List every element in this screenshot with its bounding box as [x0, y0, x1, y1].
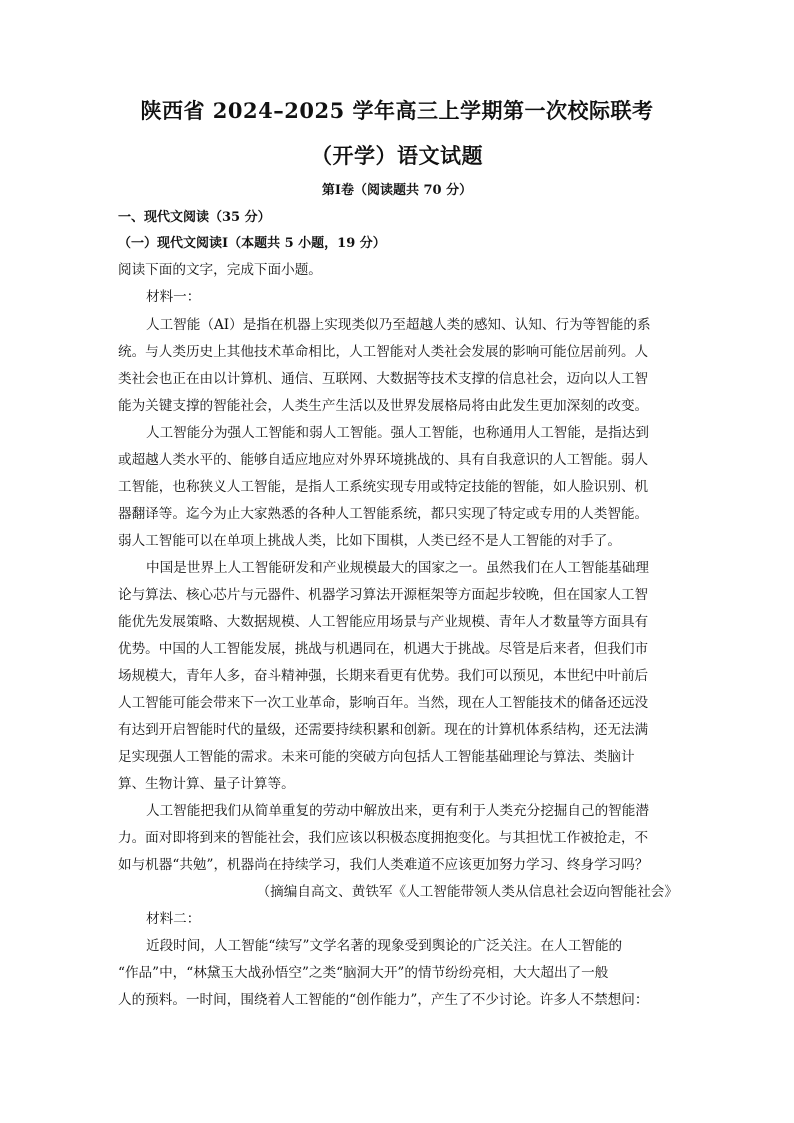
volume-heading: 第Ⅰ卷（阅读题共 70 分） — [321, 183, 473, 198]
paragraph-line: 能优先发展策略、大数据规模、人工智能应用场景与产业规模、青年人才数量等方面具有 — [118, 614, 649, 630]
paragraph-line: 工智能，也称狭义人工智能，是指人工系统实现专用或特定技能的智能，如人脸识别、机 — [118, 479, 649, 495]
paragraph-line: 优势。中国的人工智能发展，挑战与机遇同在，机遇大于挑战。尽管是后来者，但我们市 — [118, 641, 649, 657]
paragraph-line: 场规模大，青年人多，奋斗精神强，长期来看更有优势。我们可以预见，本世纪中叶前后 — [118, 668, 649, 684]
paragraph-line: “作品”中，“林黛玉大战孙悟空”之类“脑洞大开”的情节纷纷亮相，大大超出了一般 — [118, 965, 609, 981]
paragraph-line: 人工智能把我们从简单重复的劳动中解放出来，更有利于人类充分挖掘自己的智能潜 — [146, 803, 649, 819]
exam-title-line-2: （开学）语文试题 — [311, 143, 483, 168]
paragraph-line: 弱人工智能可以在单项上挑战人类，比如下围棋，人类已经不是人工智能的对手了。 — [118, 533, 621, 549]
paragraph-line: 人工智能（AI）是指在机器上实现类似乃至超越人类的感知、认知、行为等智能的系 — [146, 317, 651, 333]
paragraph-line: 类社会也正在由以计算机、通信、互联网、大数据等技术支撑的信息社会，迈向以人工智 — [118, 371, 649, 387]
paragraph-line: 人的预料。一时间，围绕着人工智能的“创作能力”，产生了不少讨论。许多人不禁想问： — [118, 992, 649, 1008]
paragraph-line: 如与机器“共勉”，机器尚在持续学习，我们人类难道不应该更加努力学习、终身学习吗？ — [118, 857, 649, 873]
paragraph-line: 中国是世界上人工智能研发和产业规模最大的国家之一。虽然我们在人工智能基础理 — [146, 560, 649, 576]
paragraph-line: 近段时间，人工智能“续写”文学名著的现象受到舆论的广泛关注。在人工智能的 — [146, 938, 623, 954]
paragraph-line: 算、生物计算、量子计算等。 — [118, 776, 295, 792]
subsection-heading: （一）现代文阅读Ⅰ（本题共 5 小题，19 分） — [118, 236, 386, 251]
paragraph-line: 力。面对即将到来的智能社会，我们应该以积极态度拥抱变化。与其担忧工作被抢走，不 — [118, 830, 649, 846]
paragraph-line: 或超越人类水平的、能够自适应地应对外界环境挑战的、具有自我意识的人工智能。弱人 — [118, 452, 649, 468]
paragraph-line: 论与算法、核心芯片与元器件、机器学习算法开源框架等方面起步较晚，但在国家人工智 — [118, 587, 649, 603]
citation: （摘编自高文、黄铁军《人工智能带领人类从信息社会迈向智能社会》 — [256, 884, 678, 900]
material-1-label: 材料一： — [146, 289, 201, 305]
paragraph-line: 能为关键支撑的智能社会，人类生产生活以及世界发展格局将由此发生更加深刻的改变。 — [118, 398, 649, 414]
paragraph-line: 足实现强人工智能的需求。未来可能的突破方向包括人工智能基础理论与算法、类脑计 — [118, 749, 635, 765]
paragraph-line: 器翻译等。迄今为止大家熟悉的各种人工智能系统，都只实现了特定或专用的人类智能。 — [118, 506, 649, 522]
paragraph-line: 统。与人类历史上其他技术革命相比，人工智能对人类社会发展的影响可能位居前列。人 — [118, 344, 649, 360]
exam-title-line-1: 陕西省 2024–2025 学年高三上学期第一次校际联考 — [140, 98, 654, 123]
paragraph-line: 有达到开启智能时代的量级，还需要持续积累和创新。现在的计算机体系结构，还无法满 — [118, 722, 649, 738]
paragraph-line: 人工智能可能会带来下一次工业革命，影响百年。当然，现在人工智能技术的储备还远没 — [118, 695, 649, 711]
paragraph-line: 人工智能分为强人工智能和弱人工智能。强人工智能，也称通用人工智能，是指达到 — [146, 425, 649, 441]
section-heading: 一、现代文阅读（35 分） — [118, 210, 271, 225]
material-2-label: 材料二： — [146, 911, 201, 927]
instruction-text: 阅读下面的文字，完成下面小题。 — [118, 262, 322, 278]
